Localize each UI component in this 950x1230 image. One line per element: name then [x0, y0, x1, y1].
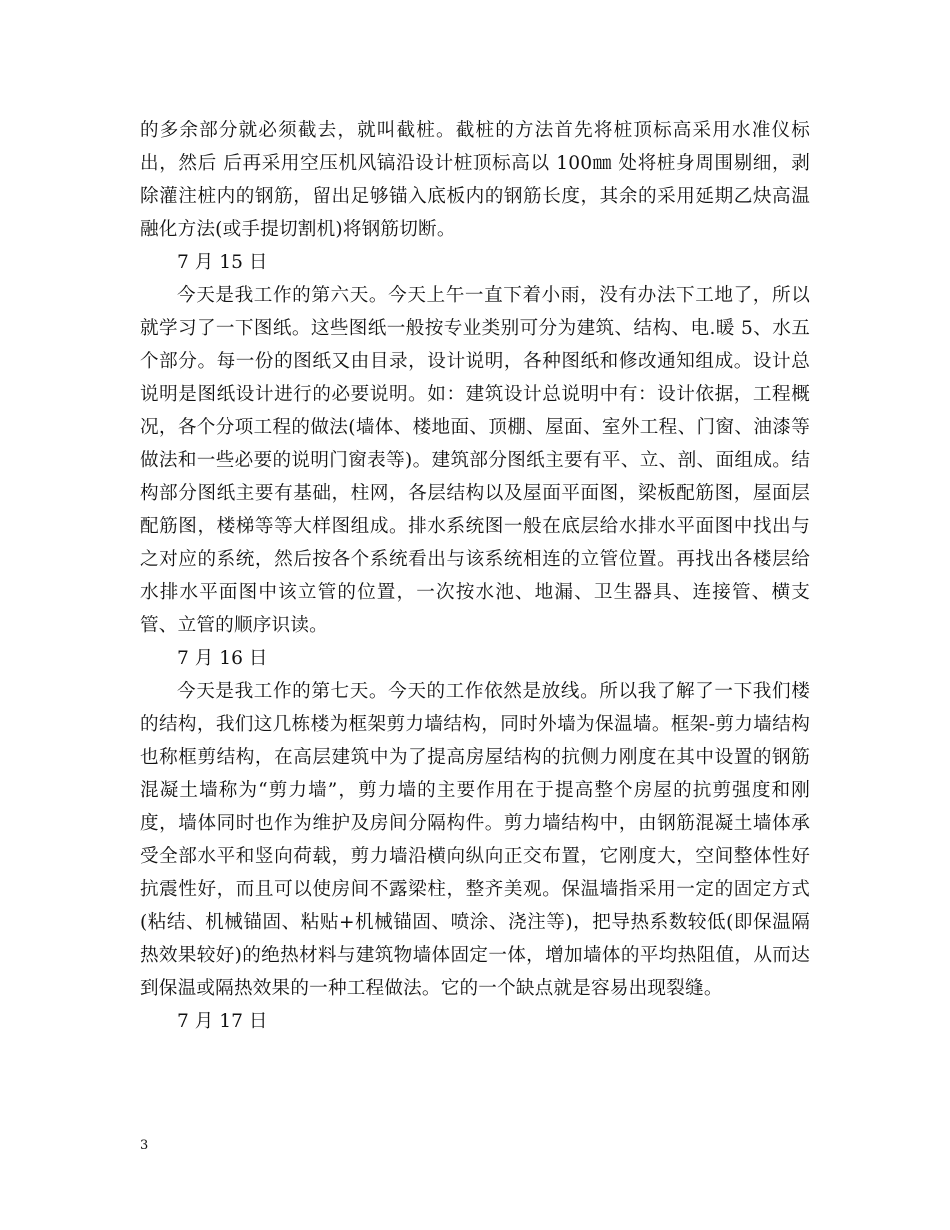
paragraph-day-seven: 今天是我工作的第七天。今天的工作依然是放线。所以我了解了一下我们楼的结构，我们这几栋楼为框架剪力墙结构，同时外墙为保温墙。框架-剪力墙结构也称框剪结构，在高层建筑中为了提高房屋结构的抗侧力刚度在其中设置的钢筋混凝土墙称为“剪力墙”，剪力墙的主要作用在于提高整个房屋的抗剪强度和刚度，墙体同时也作为维护及房间分隔构件。剪力墙结构中，由钢筋混凝土墙体承受全部水平和竖向荷载，剪力墙沿横向纵向正交布置，它刚度大，空间整体性好抗震性好，而且可以使房间不露梁柱，整齐美观。保温墙指采用一定的固定方式(粘结、机械锚固、粘贴+机械锚固、喷涂、浇注等)，把导热系数较低(即保温隔热效果较好)的绝热材料与建筑物墙体固定一体，增加墙体的平均热阻值，从而达到保温或隔热效果的一种工程做法。它的一个缺点就是容易出现裂缝。: [140, 681, 810, 999]
page-number: 3: [140, 1138, 149, 1153]
document-body: [140, 114, 810, 1038]
date-heading-july-16: 7 月 16 日: [177, 648, 268, 669]
paragraph-pile-cutting: 的多余部分就必须截去，就叫截桩。截桩的方法首先将桩顶标高采用水准仪标出，然后 后再采用空压机风镐沿设计桩顶标高以 100㎜ 处将桩身周围剔细，剥除灌注桩内的钢筋，留出足够锚入底板内的钢筋长度，其余的采用延期乙炔高温融化方法(或手提切割机)将钢筋切断。: [140, 120, 810, 240]
date-heading-july-15: 7 月 15 日: [177, 252, 268, 273]
paragraph-day-six: 今天是我工作的第六天。今天上午一直下着小雨，没有办法下工地了，所以就学习了一下图纸。这些图纸一般按专业类别可分为建筑、结构、电.暖 5、水五个部分。每一份的图纸又由目录，设计说明，各种图纸和修改通知组成。设计总说明是图纸设计进行的必要说明。如：建筑设计总说明中有：设计依据，工程概况，各个分项工程的做法(墙体、楼地面、顶棚、屋面、室外工程、门窗、油漆等做法和一些必要的说明门窗表等)。建筑部分图纸主要有平、立、剖、面组成。结构部分图纸主要有基础，柱网，各层结构以及屋面平面图，梁板配筋图，屋面层配筋图，楼梯等等大样图组成。排水系统图一般在底层给水排水平面图中找出与之对应的系统，然后按各个系统看出与该系统相连的立管位置。再找出各楼层给水排水平面图中该立管的位置，一次按水池、地漏、卫生器具、连接管、横支管、立管的顺序识读。: [140, 285, 810, 636]
date-heading-july-17: 7 月 17 日: [177, 1011, 268, 1032]
